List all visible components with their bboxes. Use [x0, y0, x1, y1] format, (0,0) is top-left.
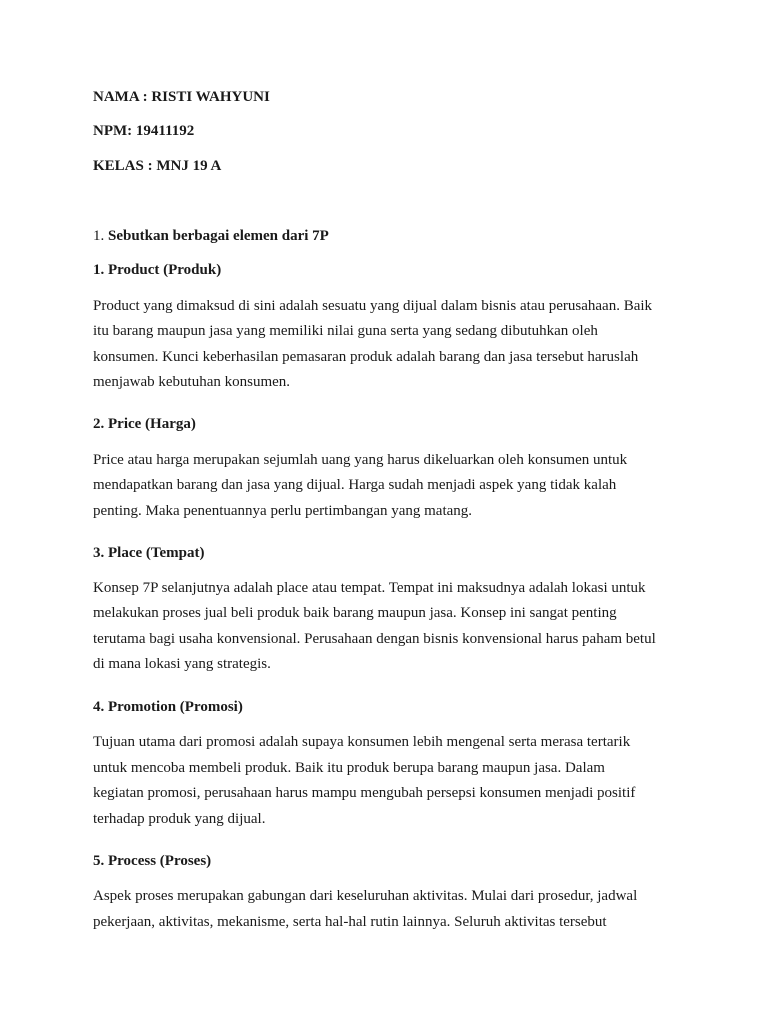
- student-class: KELAS : MNJ 19 A: [93, 158, 222, 174]
- paragraph-line: terhadap produk yang dijual.: [93, 811, 266, 827]
- paragraph-line: kegiatan promosi, perusahaan harus mampu mengubah persepsi konsumen menjadi positif: [93, 785, 636, 801]
- student-npm: NPM: 19411192: [93, 123, 195, 139]
- section-heading-price: 2. Price (Harga): [93, 416, 196, 432]
- paragraph-line: Product yang dimaksud di sini adalah sesuatu yang dijual dalam bisnis atau perusahaan. Baik: [93, 298, 653, 314]
- paragraph-line: terutama bagi usaha konvensional. Perusahaan dengan bisnis konvensional harus paham betul: [93, 631, 656, 647]
- question-text: Sebutkan berbagai elemen dari 7P: [108, 228, 329, 244]
- student-name: NAMA : RISTI WAHYUNI: [93, 89, 270, 105]
- paragraph-line: Aspek proses merupakan gabungan dari keseluruhan aktivitas. Mulai dari prosedur, jadwal: [93, 888, 638, 904]
- question-number: 1.: [93, 228, 105, 244]
- section-heading-place: 3. Place (Tempat): [93, 545, 205, 561]
- question-1: [93, 223, 329, 249]
- paragraph-line: Price atau harga merupakan sejumlah uang yang harus dikeluarkan oleh konsumen untuk: [93, 452, 628, 468]
- paragraph-line: di mana lokasi yang strategis.: [93, 656, 271, 672]
- section-heading-promotion: 4. Promotion (Promosi): [93, 699, 243, 715]
- section-heading-product: 1. Product (Produk): [93, 262, 222, 278]
- paragraph-line: itu barang maupun jasa yang memiliki nilai guna serta yang sedang dibutuhkan oleh: [93, 323, 598, 339]
- paragraph-line: mendapatkan barang dan jasa yang dijual. Harga sudah menjadi aspek yang tidak kalah: [93, 477, 617, 493]
- section-heading-process: 5. Process (Proses): [93, 853, 212, 869]
- paragraph-line: untuk mencoba membeli produk. Baik itu produk berupa barang maupun jasa. Dalam: [93, 760, 605, 776]
- paragraph-line: pekerjaan, aktivitas, mekanisme, serta hal-hal rutin lainnya. Seluruh aktivitas tersebut: [93, 914, 607, 930]
- paragraph-line: Tujuan utama dari promosi adalah supaya konsumen lebih mengenal serta merasa tertarik: [93, 734, 631, 750]
- paragraph-line: konsumen. Kunci keberhasilan pemasaran produk adalah barang dan jasa tersebut haruslah: [93, 349, 639, 365]
- paragraph-line: menjawab kebutuhan konsumen.: [93, 374, 291, 390]
- paragraph-line: melakukan proses jual beli produk baik barang maupun jasa. Konsep ini sangat penting: [93, 605, 617, 621]
- paragraph-line: penting. Maka penentuannya perlu pertimbangan yang matang.: [93, 503, 473, 519]
- paragraph-line: Konsep 7P selanjutnya adalah place atau tempat. Tempat ini maksudnya adalah lokasi untuk: [93, 580, 646, 596]
